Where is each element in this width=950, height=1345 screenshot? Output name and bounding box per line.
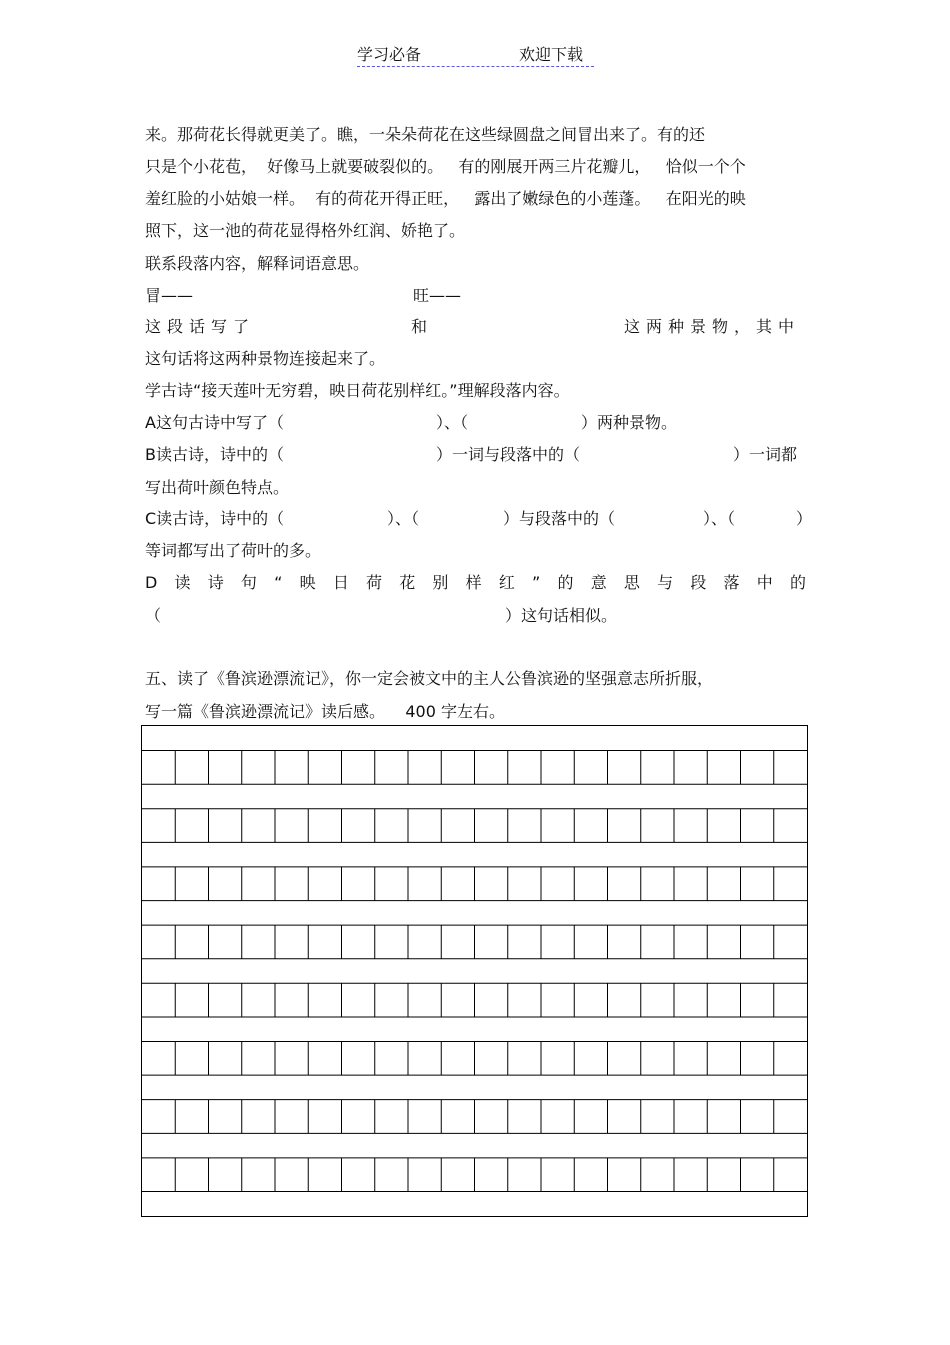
question-b-part-3: ）一词都	[733, 445, 798, 464]
question-d-paren: （	[145, 606, 162, 625]
essay-prompt-line-1: 五、读了《鲁滨逊漂流记》，你一定会被文中的主人公鲁滨逊的坚强意志所折服，	[145, 669, 714, 688]
question-c-part-1: C读古诗，诗中的（	[145, 509, 285, 528]
question-d-char: 的	[789, 573, 806, 592]
question-d-char: 花	[399, 573, 416, 592]
question-d-char: 的	[557, 573, 574, 592]
page-header	[357, 42, 594, 67]
question-word-wang: 旺——	[413, 286, 462, 305]
question-poem: 学古诗“接天莲叶无穷碧，映日荷花别样红。”理解段落内容。	[145, 381, 570, 400]
question-a-part-2: ）、（	[436, 413, 469, 432]
question-d-char: 思	[623, 573, 640, 592]
passage-line-4: 照下，这一池的荷花显得格外红润、娇艳了。	[145, 221, 466, 240]
question-d-char: 诗	[207, 573, 224, 592]
passage-line-2: 只是个小花苞， 好像马上就要破裂似的。 有的刚展开两三片花瓣儿， 恰似一个个	[145, 157, 746, 176]
question-scene-end: 这两种景物，其中	[624, 317, 801, 336]
question-c-continue: 等词都写出了荷叶的多。	[145, 541, 322, 560]
passage-line-3: 羞红脸的小姑娘一样。 有的荷花开得正旺， 露出了嫩绿色的小莲蓬。 在阳光的映	[145, 189, 746, 208]
question-d-char: D	[145, 573, 158, 592]
writing-grid[interactable]	[141, 725, 808, 1217]
question-d-char: 落	[723, 573, 740, 592]
question-scene-continue: 这句话将这两种景物连接起来了。	[145, 349, 386, 368]
question-d-char: 中	[756, 573, 773, 592]
question-d-char: 意	[590, 573, 607, 592]
header-left-text: 学习必备	[357, 45, 422, 64]
writing-grid-lines	[142, 726, 809, 1218]
question-d-char: 荷	[366, 573, 383, 592]
question-c-part-4: ）、（	[703, 509, 736, 528]
question-b-part-1: B读古诗，诗中的（	[145, 445, 284, 464]
question-word-mao: 冒——	[145, 286, 194, 305]
question-b-continue: 写出荷叶颜色特点。	[145, 478, 290, 497]
question-scene-and: 和	[411, 317, 428, 336]
passage-line-1: 来。那荷花长得就更美了。瞧，一朵朵荷花在这些绿圆盘之间冒出来了。有的还	[145, 125, 706, 144]
question-b-part-2: ）一词与段落中的（	[436, 445, 581, 464]
question-d-char: 映	[299, 573, 316, 592]
question-d-char: 与	[657, 573, 674, 592]
question-d-char: 样	[465, 573, 482, 592]
question-c-part-2: ）、（	[387, 509, 420, 528]
question-d-line	[145, 573, 806, 593]
question-d-char: 句	[240, 573, 257, 592]
question-c-part-3: ）与段落中的（	[503, 509, 616, 528]
question-explain-words: 联系段落内容，解释词语意思。	[145, 254, 370, 273]
question-d-char: ”	[532, 573, 541, 592]
question-d-end: ）这句话相似。	[505, 606, 618, 625]
question-a-part-3: ）两种景物。	[581, 413, 678, 432]
question-scene-start: 这段话写了	[145, 317, 256, 336]
question-a-part-1: A这句古诗中写了（	[145, 413, 284, 432]
question-d-char: “	[274, 573, 283, 592]
header-right-text: 欢迎下载	[519, 45, 584, 64]
essay-prompt-line-2: 写一篇《鲁滨逊漂流记》读后感。 400 字左右。	[145, 702, 505, 721]
question-d-char: 读	[174, 573, 191, 592]
question-d-char: 段	[690, 573, 707, 592]
question-c-part-5: ）	[796, 509, 813, 528]
question-d-char: 日	[332, 573, 349, 592]
question-d-char: 别	[432, 573, 449, 592]
question-d-char: 红	[498, 573, 515, 592]
